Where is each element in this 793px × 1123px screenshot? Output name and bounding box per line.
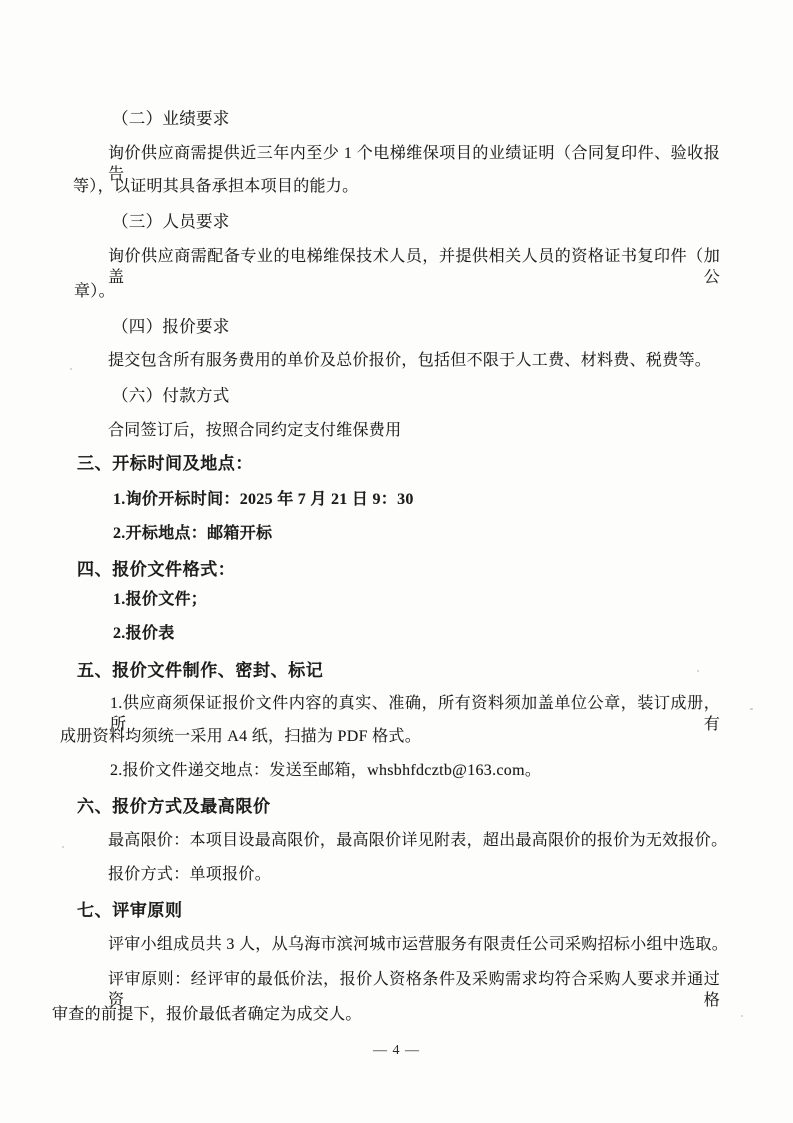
body-text-line: 成册资料均须统一采用 A4 纸，扫描为 PDF 格式。: [60, 728, 422, 745]
numbered-item: 1.报价文件；: [113, 591, 208, 608]
body-text-line: 评审小组成员共 3 人，从乌海市滨河城市运营服务有限责任公司采购招标小组中选取。: [108, 936, 729, 953]
subsection-heading: （三）人员要求: [112, 212, 230, 231]
body-text-line: 2.报价文件递交地点：发送至邮箱，whsbhfdcztb@163.com。: [110, 762, 542, 779]
body-text-line: 章）。: [74, 283, 115, 300]
body-text-line: 询价供应商需提供近三年内至少 1 个电梯维保项目的业绩证明（合同复印件、验收报告: [108, 145, 720, 183]
numbered-item: 2.开标地点：邮箱开标: [113, 525, 273, 542]
body-text-line: 最高限价：本项目设最高限价，最高限价详见附表，超出最高限价的报价为无效报价。: [108, 832, 728, 849]
numbered-item: 1.询价开标时间：2025 年 7 月 21 日 9：30: [113, 491, 414, 508]
section-heading: 六、报价方式及最高限价: [77, 797, 271, 816]
page-number: — 4 —: [373, 1043, 420, 1058]
subsection-heading: （四）报价要求: [112, 317, 230, 336]
body-text-line: 提交包含所有服务费用的单价及总价报价，包括但不限于人工费、材料费、税费等。: [108, 352, 712, 369]
body-text-line: 合同签订后，按照合同约定支付维保费用: [108, 422, 402, 439]
body-text-line: 报价方式：单项报价。: [108, 866, 272, 883]
body-text-line: 评审原则：经评审的最低价法，报价人资格条件及采购需求均符合采购人要求并通过资格: [108, 971, 720, 1009]
scan-speck: [697, 670, 699, 672]
scan-speck: [741, 1015, 743, 1017]
body-text-line: 1.供应商须保证报价文件内容的真实、准确，所有资料须加盖单位公章，装订成册，所有: [110, 695, 720, 733]
section-heading: 四、报价文件格式：: [77, 560, 236, 579]
section-heading: 三、开标时间及地点：: [77, 454, 253, 473]
body-text-line: 询价供应商需配备专业的电梯维保技术人员，并提供相关人员的资格证书复印件（加盖公: [108, 248, 720, 286]
section-heading: 七、评审原则: [77, 901, 183, 920]
subsection-heading: （六）付款方式: [112, 386, 230, 405]
scan-speck: [750, 708, 753, 710]
body-text-line: 审查的前提下，报价最低者确定为成交人。: [52, 1006, 362, 1023]
scan-speck: [70, 368, 72, 370]
subsection-heading: （二）业绩要求: [112, 109, 230, 128]
scan-speck: [62, 846, 64, 848]
section-heading: 五、报价文件制作、密封、标记: [77, 661, 324, 680]
body-text-line: 等），以证明其具备承担本项目的能力。: [73, 178, 359, 195]
numbered-item: 2.报价表: [113, 625, 175, 642]
